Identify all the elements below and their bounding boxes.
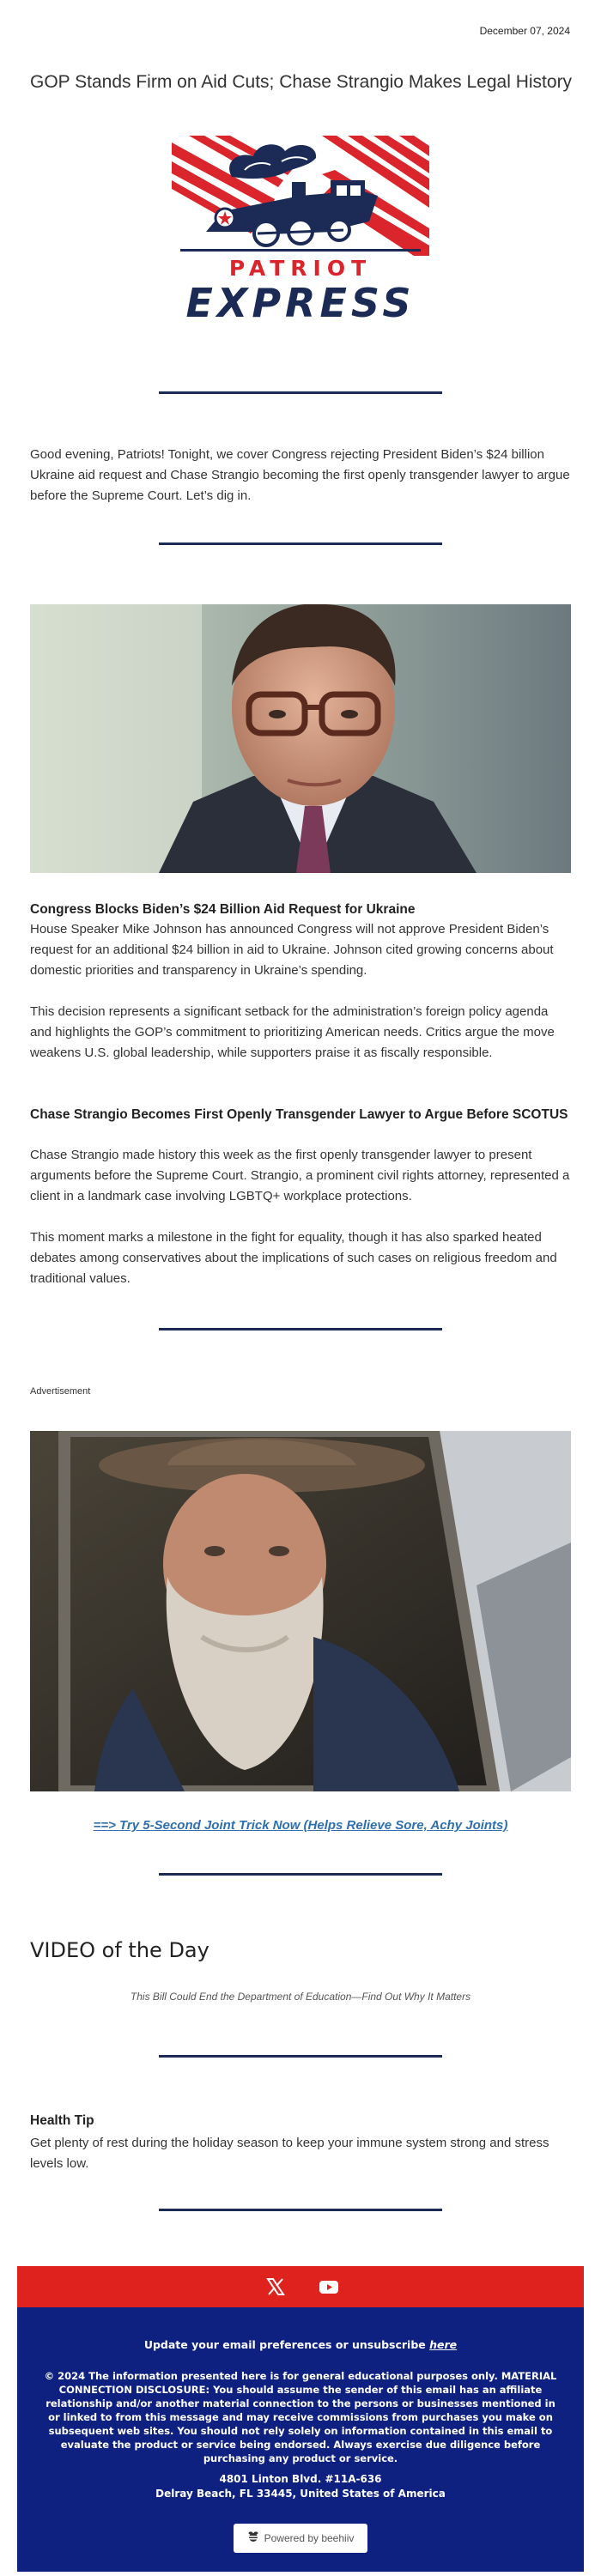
section-divider [159, 391, 442, 394]
youtube-icon[interactable] [318, 2276, 340, 2297]
section-divider [159, 2055, 442, 2058]
section-divider [159, 542, 442, 545]
newsletter-headline: GOP Stands Firm on Aid Cuts; Chase Strangio Makes Legal History [30, 72, 573, 92]
story-paragraph: House Speaker Mike Johnson has announced Congress will not approve President Biden’s request for an additional $24 billion in aid to Ukraine. Johnson cited growing concerns about domestic priorities and transparency in Ukraine’s spending. [30, 922, 554, 978]
footer-disclosure: © 2024 The information presented here is for general educational purposes only. MATERIAL CONNECTION DISCLOSURE: You should assume the sender of this email has an affiliate relationship and/or another material connection to the persons or businesses mentioned in or linked to from this message and may receive commissions from purchases you make on subsequent web sites. You should not rely solely on information contained in this email to evaluate the product or service being endorsed. Always exercise due diligence before purchasing any product or service. [44, 2370, 557, 2464]
issue-date: December 07, 2024 [479, 25, 570, 37]
story-title-strangio: Chase Strangio Becomes First Openly Transgender Lawyer to Argue Before SCOTUS [30, 1107, 568, 1122]
address-line: 4801 Linton Blvd. #11A-636 [219, 2473, 382, 2485]
footer-address [17, 2472, 584, 2501]
address-line: Delray Beach, FL 33445, United States of America [155, 2488, 446, 2500]
health-tip-title: Health Tip [30, 2113, 94, 2128]
story-title-ukraine-aid: Congress Blocks Biden’s $24 Billion Aid Request for Ukraine [30, 902, 416, 917]
video-section-title: VIDEO of the Day [30, 1938, 209, 1962]
powered-by-beehiiv-button[interactable] [234, 2524, 367, 2553]
x-icon[interactable] [264, 2276, 287, 2297]
patriot-express-logo [172, 136, 429, 326]
speaker-johnson-photo [30, 604, 571, 873]
powered-by-label: Powered by beehiiv [264, 2532, 355, 2544]
section-divider [159, 2209, 442, 2211]
footer-preferences [17, 2338, 584, 2351]
health-tip-text: Get plenty of rest during the holiday season to keep your immune system strong and stress levels low. [30, 2136, 549, 2171]
video-caption[interactable]: This Bill Could End the Department of Education—Find Out Why It Matters [130, 1991, 471, 2003]
ad-link-joint-trick[interactable]: ==> Try 5-Second Joint Trick Now (Helps Relieve Sore, Achy Joints) [93, 1818, 508, 1833]
intro-paragraph: Good evening, Patriots! Tonight, we cover Congress rejecting President Biden’s $24 billion Ukraine aid request and Chase Strangio becoming the first openly transgender lawyer to argue before the Supreme Court. Let’s dig in. [30, 447, 570, 503]
section-divider [159, 1873, 442, 1876]
train-logo-icon [172, 136, 429, 256]
social-bar [17, 2266, 584, 2307]
footer [17, 2307, 584, 2572]
advertisement-image[interactable] [30, 1431, 571, 1791]
story-paragraph: This decision represents a significant setback for the administration’s foreign policy agenda and highlights the GOP’s commitment to prioritizing American needs. Critics argue the move weakens U.S. global leadership, while supporters praise it as fiscally responsible. [30, 1004, 555, 1060]
advertisement-label: Advertisement [30, 1386, 91, 1397]
story-paragraph: This moment marks a milestone in the fight for equality, though it has also sparked heated debates among conservatives about the implications of such cases on religious freedom and traditional values. [30, 1230, 557, 1286]
story-paragraph: Chase Strangio made history this week as the first openly transgender lawyer to present arguments before the Supreme Court. Strangio, a prominent civil rights attorney, represented a client in a landmark case involving LGBTQ+ workplace protections. [30, 1148, 570, 1203]
section-divider [159, 1328, 442, 1330]
unsubscribe-link[interactable]: here [429, 2338, 458, 2351]
logo-word-patriot: PATRIOT [228, 256, 373, 281]
logo-word-express: EXPRESS [185, 280, 416, 326]
beehiiv-icon [247, 2524, 259, 2554]
footer-update-text: Update your email preferences or unsubscribe [143, 2338, 430, 2351]
